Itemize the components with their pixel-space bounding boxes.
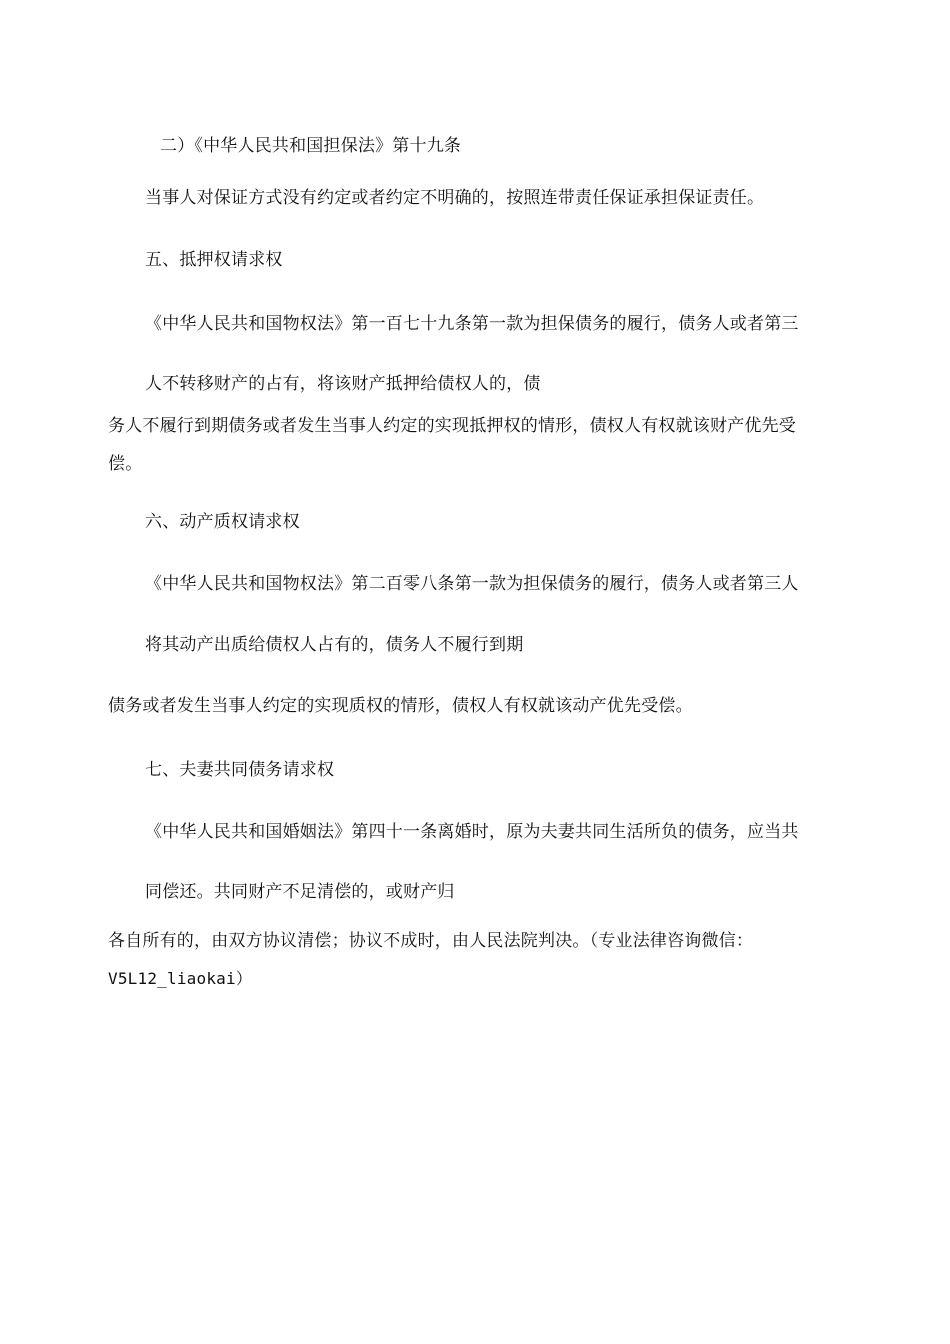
paragraph-line: 债务或者发生当事人约定的实现质权的情形，债权人有权就该动产优先受偿。 — [108, 696, 693, 716]
paragraph-line: V5L12_liaokai） — [108, 969, 253, 988]
paragraph-line: 将其动产出质给债权人占有的，债务人不履行到期 — [145, 635, 524, 655]
paragraph-line: 《中华人民共和国婚姻法》第四十一条离婚时，原为夫妻共同生活所负的债务，应当共 — [145, 822, 799, 842]
paragraph-line: 务人不履行到期债务或者发生当事人约定的实现抵押权的情形，债权人有权就该财产优先受 — [108, 416, 796, 436]
paragraph-line: 偿。 — [108, 454, 143, 474]
heading-mortgage-claim: 五、抵押权请求权 — [145, 250, 283, 270]
heading-movable-pledge-claim: 六、动产质权请求权 — [145, 512, 300, 532]
paragraph-line: 人不转移财产的占有，将该财产抵押给债权人的，债 — [145, 374, 541, 394]
paragraph-line: 各自所有的，由双方协议清偿；协议不成时，由人民法院判决。（专业法律咨询微信： — [108, 931, 754, 951]
paragraph-line: 《中华人民共和国物权法》第一百七十九条第一款为担保债务的履行，债务人或者第三 — [145, 314, 799, 334]
heading-joint-debt-claim: 七、夫妻共同债务请求权 — [145, 760, 335, 780]
paragraph-line: 当事人对保证方式没有约定或者约定不明确的，按照连带责任保证承担保证责任。 — [145, 188, 765, 208]
heading-guarantee-law-article-19: 二）《中华人民共和国担保法》第十九条 — [160, 136, 462, 156]
paragraph-line: 同偿还。共同财产不足清偿的，或财产归 — [145, 882, 455, 902]
paragraph-line: 《中华人民共和国物权法》第二百零八条第一款为担保债务的履行，债务人或者第三人 — [145, 574, 799, 594]
